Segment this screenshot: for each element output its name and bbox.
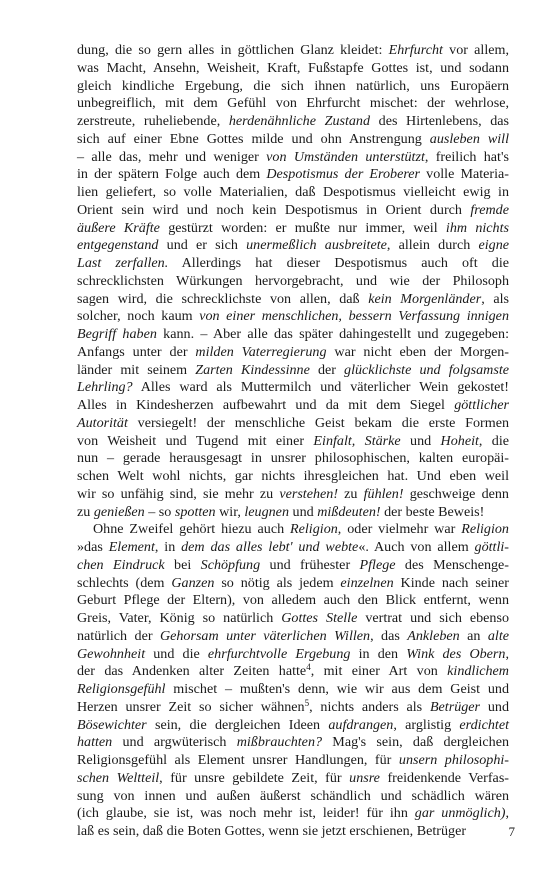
text-segment: des Hirtenlebens, das bbox=[370, 113, 509, 129]
text-line bbox=[77, 646, 509, 664]
text-segment: Alles in Kindesherzen aufbewahrt und da mit dem Siegel bbox=[77, 397, 455, 413]
emphasis-text: Gottes Stelle bbox=[281, 610, 358, 626]
text-line bbox=[77, 273, 509, 291]
text-segment: – alle das, mehr und weniger bbox=[77, 148, 267, 165]
text-line bbox=[77, 539, 509, 557]
text-segment: mischet – mußten's denn, wie wir aus dem Geist und bbox=[165, 681, 509, 697]
page-number: 7 bbox=[508, 824, 515, 839]
text-segment: gestürzt worden: er mußte nur immer, weil bbox=[159, 219, 446, 236]
emphasis-text: Bösewichter bbox=[77, 716, 147, 733]
text-line bbox=[77, 575, 509, 593]
text-segment: gleich kindliche Ergebung, die sich ihnen natürlich, uns Europäern bbox=[77, 77, 509, 94]
emphasis-text: leugnen bbox=[244, 503, 289, 520]
text-segment: , in bbox=[154, 539, 182, 555]
text-line bbox=[77, 504, 509, 522]
emphasis-text: fremde bbox=[470, 201, 509, 218]
text-segment: zu bbox=[77, 503, 94, 520]
emphasis-text: herdenähnliche Zustand bbox=[228, 113, 371, 129]
text-segment: unbegreiflich, mit dem Gefühl von Ehrfurcht mischet: der wehrlose, bbox=[77, 95, 509, 112]
emphasis-text: kindlichem bbox=[447, 663, 509, 680]
emphasis-text: von Umständen unterstützt bbox=[266, 148, 425, 165]
text-segment: vertrat und sich ebenso bbox=[357, 610, 510, 626]
text-segment: lien geliefert, so volle Materialien, daß Despotismus vielleicht ewig in bbox=[77, 184, 509, 200]
emphasis-text: verstehen! bbox=[279, 485, 339, 502]
text-segment: war nicht eben der Morgen- bbox=[326, 343, 509, 360]
footnote-marker: 5 bbox=[304, 697, 310, 708]
text-segment: , als bbox=[481, 290, 509, 307]
text-segment: wir, bbox=[215, 503, 245, 520]
text-segment: , das bbox=[370, 627, 408, 644]
emphasis-text: göttlicher bbox=[454, 397, 509, 413]
emphasis-text: chen Eindruck bbox=[77, 556, 165, 573]
text-segment: was Macht, Ansehn, Weisheit, Kraft, Fußstapfe Gottes ist, und sodann bbox=[77, 59, 509, 76]
text-segment: dung, die so gern alles in göttlichen Glanz kleidet: bbox=[77, 42, 389, 58]
emphasis-text: glücklichste und folgsamste bbox=[344, 361, 509, 378]
emphasis-text: aufdrangen bbox=[328, 716, 394, 733]
emphasis-text: Religion bbox=[290, 521, 338, 538]
text-segment: wir so unfähig sind, sie mehr zu bbox=[77, 485, 280, 502]
text-segment: natürlich der bbox=[77, 627, 160, 644]
text-segment: geschweige denn bbox=[403, 485, 509, 502]
text-line bbox=[77, 308, 509, 326]
text-line bbox=[77, 379, 509, 397]
text-segment: , bbox=[505, 805, 510, 822]
text-line bbox=[77, 663, 509, 681]
text-segment: zu bbox=[338, 485, 364, 502]
text-line bbox=[77, 450, 509, 468]
text-segment: Religionsgefühl als Element unsrer Handlungen, für bbox=[77, 752, 399, 768]
text-segment: Herzen unsrer Zeit so sicher wähnen bbox=[77, 698, 305, 715]
text-segment: (ich glaube, sie ist, was noch mehr ist, leider! für ihn bbox=[77, 805, 415, 822]
emphasis-text: Hoheit bbox=[440, 432, 479, 449]
text-segment: bei bbox=[164, 556, 201, 573]
text-line bbox=[77, 770, 509, 788]
text-segment: länder mit seinem bbox=[77, 361, 196, 378]
text-segment: «. Auch von allem bbox=[358, 539, 475, 555]
text-segment: , oder vielmehr war bbox=[337, 521, 462, 538]
text-line bbox=[77, 628, 509, 646]
emphasis-text: von einer menschlichen, bessern Verfassung innigen bbox=[199, 308, 509, 325]
text-segment: so nötig als jedem bbox=[214, 574, 341, 591]
emphasis-text: alte bbox=[487, 627, 509, 644]
text-line bbox=[77, 291, 509, 309]
text-segment: , bbox=[505, 645, 509, 662]
emphasis-text: Despotismus der Eroberer bbox=[266, 166, 421, 183]
text-segment: »das bbox=[77, 539, 109, 555]
emphasis-text: Autorität bbox=[77, 414, 128, 431]
text-segment: sung von innen und außen äußerst schändlich und schädlich wären bbox=[77, 787, 509, 804]
text-line bbox=[77, 699, 509, 717]
emphasis-text: Pflege bbox=[359, 556, 396, 573]
text-line bbox=[77, 805, 509, 823]
emphasis-text: erdichtet bbox=[459, 716, 509, 733]
text-line bbox=[77, 397, 509, 415]
text-line bbox=[77, 557, 509, 575]
emphasis-text: genießen bbox=[93, 503, 145, 520]
text-segment: Mag's sein, daß dergleichen bbox=[322, 734, 509, 751]
emphasis-text: spotten bbox=[174, 503, 216, 520]
text-segment: versiegelt! der menschliche Geist bekam die erste Formen bbox=[127, 414, 509, 431]
text-line bbox=[77, 433, 509, 451]
text-segment: von Weisheit und Tugend mit einer bbox=[77, 432, 314, 449]
text-segment: , allein durch bbox=[386, 237, 479, 254]
text-line bbox=[77, 717, 509, 735]
text-segment: zerstreute, ruheliebende, bbox=[77, 113, 229, 129]
text-line bbox=[77, 415, 509, 433]
text-line bbox=[77, 95, 509, 113]
text-line bbox=[77, 166, 509, 184]
text-line bbox=[77, 344, 509, 362]
text-segment: Allerdings hat dieser Despotismus auch oft die bbox=[168, 255, 510, 271]
text-line bbox=[77, 362, 509, 380]
emphasis-text: entgegenstand bbox=[77, 237, 159, 254]
text-segment: und bbox=[480, 698, 509, 715]
text-segment: , mit einer Art von bbox=[310, 663, 448, 680]
body-text bbox=[77, 42, 509, 841]
emphasis-text: Begriff haben bbox=[77, 326, 157, 342]
emphasis-text: mißbrauchten? bbox=[236, 734, 323, 751]
text-segment: , freilich hat's bbox=[424, 148, 509, 165]
text-line bbox=[77, 752, 509, 770]
text-segment: in der spätern Folge auch dem bbox=[77, 166, 267, 183]
text-line bbox=[77, 113, 509, 131]
emphasis-text: unsern philosophi- bbox=[398, 752, 509, 768]
emphasis-text: äußere Kräfte bbox=[77, 219, 160, 236]
text-line bbox=[77, 149, 509, 167]
emphasis-text: göttli- bbox=[474, 539, 509, 555]
text-line bbox=[77, 131, 509, 149]
text-segment: sich auf einer Ebne Gottes milde und ohn Anstrengung bbox=[77, 130, 430, 147]
text-segment: , arglistig bbox=[393, 716, 460, 733]
text-segment: Kinde nach seiner bbox=[393, 574, 509, 591]
text-segment: der das Andenken alter Zeiten hatte bbox=[77, 663, 307, 680]
emphasis-text: kein Morgenländer bbox=[368, 290, 482, 307]
emphasis-text: Religionsgefühl bbox=[77, 681, 166, 697]
emphasis-text: ihm nichts bbox=[445, 219, 510, 236]
text-line bbox=[77, 521, 509, 539]
text-segment: , nichts anders als bbox=[309, 698, 430, 715]
text-segment: Geburt Pflege der Eltern), von alledem auch den Blick entfernt, wenn bbox=[77, 592, 509, 609]
emphasis-text: Religion bbox=[461, 521, 509, 538]
text-segment: freidenkende Verfas- bbox=[379, 769, 509, 786]
emphasis-text: Last zerfallen. bbox=[77, 255, 169, 271]
emphasis-text: gar unmöglich) bbox=[414, 805, 506, 822]
emphasis-text: unsre bbox=[349, 769, 380, 786]
text-segment: , für unsre gebildete Zeit, für bbox=[159, 769, 350, 786]
text-line bbox=[77, 788, 509, 806]
emphasis-text: Lehrling? bbox=[77, 379, 133, 396]
text-segment: – so bbox=[144, 503, 175, 520]
text-segment: Alles ward als Muttermilch und väterlicher Wein gekostet! bbox=[132, 379, 509, 396]
emphasis-text: mißdeuten! bbox=[317, 503, 381, 520]
text-segment: der bbox=[309, 361, 345, 378]
text-line bbox=[77, 823, 509, 841]
text-line bbox=[77, 202, 509, 220]
text-segment: Orient sein wird und noch kein Despotismus in Orient durch bbox=[77, 201, 471, 218]
emphasis-text: Ehrfurcht bbox=[388, 42, 443, 58]
emphasis-text: Gehorsam unter väterlichen Willen bbox=[159, 627, 371, 644]
text-segment: in den bbox=[350, 645, 407, 662]
text-line bbox=[77, 184, 509, 202]
emphasis-text: Schöpfung bbox=[200, 556, 261, 573]
text-line bbox=[77, 592, 509, 610]
emphasis-text: Betrüger bbox=[429, 698, 481, 715]
text-segment: solcher, noch kaum bbox=[77, 308, 200, 325]
emphasis-text: unermeßlich ausbreitete bbox=[246, 237, 387, 254]
text-line bbox=[77, 78, 509, 96]
text-segment: schrecklichsten Würkungen hervorgebracht, und wie der Philosoph bbox=[77, 272, 509, 289]
text-segment: volle Materia- bbox=[420, 166, 509, 183]
text-line bbox=[77, 734, 509, 752]
text-segment: kann. – Aber alle das später dahingestellt und zugegeben: bbox=[156, 326, 509, 342]
text-segment: schlechts (dem bbox=[77, 574, 172, 591]
emphasis-text: eigne bbox=[478, 237, 510, 254]
text-segment: Ohne Zweifel gehört hiezu auch bbox=[93, 521, 291, 538]
emphasis-text: fühlen! bbox=[363, 485, 404, 502]
text-segment: , die bbox=[478, 432, 510, 449]
footnote-marker: 4 bbox=[306, 662, 311, 673]
text-segment: nun – gerade herausgesagt in unsrer philosophischen, kalten europäi- bbox=[77, 450, 509, 467]
emphasis-text: ehrfurchtvolle Ergebung bbox=[207, 645, 351, 662]
text-segment: und bbox=[400, 432, 441, 449]
text-segment: und frühester bbox=[260, 556, 360, 573]
text-line bbox=[77, 486, 509, 504]
text-segment: und er sich bbox=[158, 237, 247, 254]
text-line bbox=[77, 610, 509, 628]
text-segment: und argwüterisch bbox=[112, 734, 237, 751]
text-line bbox=[77, 255, 509, 273]
emphasis-text: Ankleben bbox=[407, 627, 460, 644]
text-segment: des Menschenge- bbox=[395, 556, 509, 573]
emphasis-text: Zarten Kindessinne bbox=[195, 361, 310, 378]
text-segment: und bbox=[289, 503, 318, 520]
text-segment: Anfangs unter der bbox=[77, 343, 196, 360]
text-line bbox=[77, 681, 509, 699]
text-line bbox=[77, 60, 509, 78]
text-segment: laß es sein, daß die Boten Gottes, wenn sie jetzt erschienen, Betrüger bbox=[77, 823, 467, 839]
text-segment: und die bbox=[145, 645, 208, 662]
text-segment: an bbox=[459, 627, 488, 644]
text-line bbox=[77, 326, 509, 344]
text-line bbox=[77, 237, 509, 255]
text-line bbox=[77, 220, 509, 238]
text-segment: sagen wird, die schrecklichste von allen, daß bbox=[77, 290, 369, 307]
text-segment: schen Welt wohl nichts, gar nichts ihresgleichen hat. Und eben weil bbox=[77, 468, 509, 484]
emphasis-text: ausleben will bbox=[429, 130, 509, 147]
emphasis-text: dem das alles lebt' und webte bbox=[181, 539, 359, 555]
emphasis-text: Einfalt, Stärke bbox=[313, 432, 401, 449]
emphasis-text: schen Weltteil bbox=[77, 769, 160, 786]
text-segment: vor allem, bbox=[442, 42, 509, 58]
emphasis-text: milden Vaterregierung bbox=[195, 343, 327, 360]
text-segment: der beste Beweis! bbox=[380, 503, 485, 520]
emphasis-text: einzelnen bbox=[340, 574, 394, 591]
text-line bbox=[77, 468, 509, 486]
emphasis-text: Wink des Obern bbox=[406, 645, 506, 662]
emphasis-text: Ganzen bbox=[171, 574, 215, 591]
emphasis-text: Gewohnheit bbox=[77, 645, 146, 662]
emphasis-text: Element bbox=[108, 539, 155, 555]
text-segment: sein, die dergleichen Ideen bbox=[146, 716, 329, 733]
text-segment: Greis, Vater, König so natürlich bbox=[77, 610, 282, 626]
text-line bbox=[77, 42, 509, 60]
emphasis-text: hatten bbox=[77, 734, 113, 751]
